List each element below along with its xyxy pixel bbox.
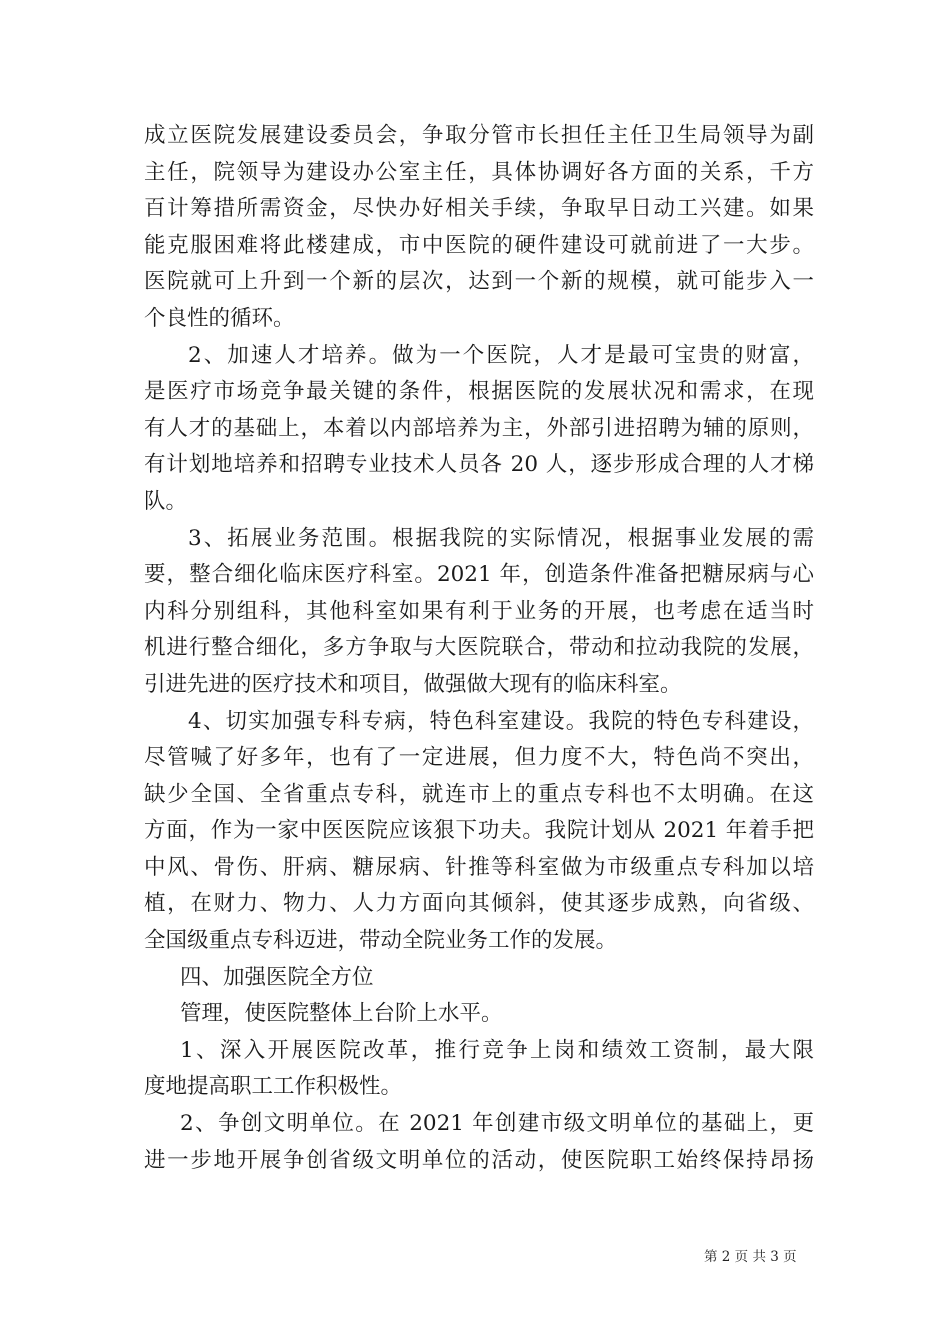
text-line: 机进行整合细化，多方争取与大医院联合，带动和拉动我院的发展， [144, 635, 814, 661]
text-line: 主任，院领导为建设办公室主任，具体协调好各方面的关系，千方 [144, 159, 814, 185]
text-line: 有计划地培养和招聘专业技术人员各 20 人，逐步形成合理的人才梯 [144, 452, 814, 478]
text-line: 方面，作为一家中医医院应该狠下功夫。我院计划从 2021 年着手把 [144, 818, 814, 844]
text-line: 队。 [144, 488, 188, 514]
text-line: 引进先进的医疗技术和项目，做强做大现有的临床科室。 [144, 671, 682, 697]
body-text [144, 118, 814, 1179]
text-line: 要，整合细化临床医疗科室。2021 年，创造条件准备把糖尿病与心 [144, 562, 814, 588]
text-line: 管理，使医院整体上台阶上水平。 [180, 1001, 503, 1027]
text-line: 有人才的基础上，本着以内部培养为主，外部引进招聘为辅的原则， [144, 415, 814, 441]
text-line: 缺少全国、全省重点专科，就连市上的重点专科也不太明确。在这 [144, 781, 814, 807]
page-number: 第 2 页 共 3 页 [704, 1249, 797, 1265]
text-line: 是医疗市场竞争最关键的条件，根据医院的发展状况和需求，在现 [144, 379, 814, 405]
paragraph-start-line: 3、拓展业务范围。根据我院的实际情况，根据事业发展的需 [188, 525, 814, 551]
text-line: 中风、骨伤、肝病、糖尿病、针推等科室做为市级重点专科加以培 [144, 854, 814, 880]
text-line: 能克服困难将此楼建成，市中医院的硬件建设可就前进了一大步。 [144, 232, 814, 258]
text-line: 进一步地开展争创省级文明单位的活动，使医院职工始终保持昂扬 [144, 1147, 814, 1173]
paragraph-start-line: 2、加速人才培养。做为一个医院，人才是最可宝贵的财富， [188, 342, 814, 368]
text-line: 成立医院发展建设委员会，争取分管市长担任主任卫生局领导为副 [144, 123, 814, 148]
text-line: 尽管喊了好多年，也有了一定进展，但力度不大，特色尚不突出， [144, 745, 814, 771]
text-line: 内科分别组科，其他科室如果有利于业务的开展，也考虑在适当时 [144, 598, 814, 624]
text-line: 度地提高职工工作积极性。 [144, 1074, 403, 1100]
text-line: 全国级重点专科迈进，带动全院业务工作的发展。 [144, 928, 618, 954]
paragraph-start-line: 1、深入开展医院改革，推行竞争上岗和绩效工资制，最大限 [180, 1037, 814, 1063]
section-heading: 四、加强医院全方位 [180, 964, 374, 990]
text-line: 医院就可上升到一个新的层次，达到一个新的规模，就可能步入一 [144, 269, 814, 295]
text-line: 个良性的循环。 [144, 305, 295, 331]
text-line: 百计筹措所需资金，尽快办好相关手续，争取早日动工兴建。如果 [144, 196, 814, 222]
paragraph-start-line: 2、争创文明单位。在 2021 年创建市级文明单位的基础上，更 [180, 1111, 814, 1137]
text-line: 植，在财力、物力、人力方面向其倾斜，使其逐步成熟，向省级、 [144, 891, 814, 917]
paragraph-start-line: 4、切实加强专科专病，特色科室建设。我院的特色专科建设， [188, 708, 814, 734]
